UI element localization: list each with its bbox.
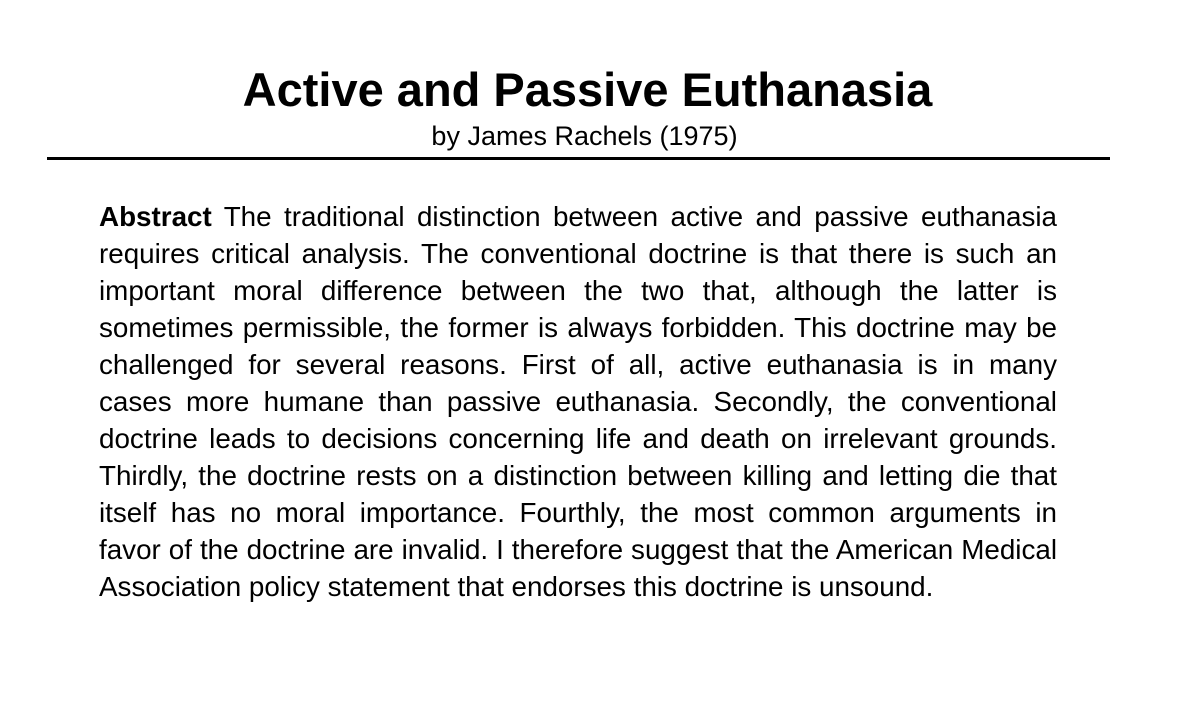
abstract-text: The traditional distinction between active and passive euthanasia requires critical analysis. The conventional doctrine is that there is such an important moral difference between the two that, although the latter is sometimes permissible, the former is always forbidden. This doctrine may be challenged for several reasons. First of all, active euthanasia is in many cases more humane than passive euthanasia. Secondly, the conventional doctrine leads to decisions concerning life and death on irrelevant grounds. Thirdly, the doctrine rests on a distinction between killing and letting die that itself has no moral importance. Fourthly, the most common arguments in favor of the doctrine are invalid. I therefore suggest that the American Medical Association policy statement that endorses this doctrine is unsound. — [99, 201, 1057, 602]
abstract-label: Abstract — [99, 201, 212, 232]
paper-title: Active and Passive Euthanasia — [242, 63, 933, 116]
title-divider — [47, 157, 1110, 160]
paper-byline: by James Rachels (1975) — [431, 121, 738, 151]
abstract-paragraph — [99, 198, 1057, 605]
